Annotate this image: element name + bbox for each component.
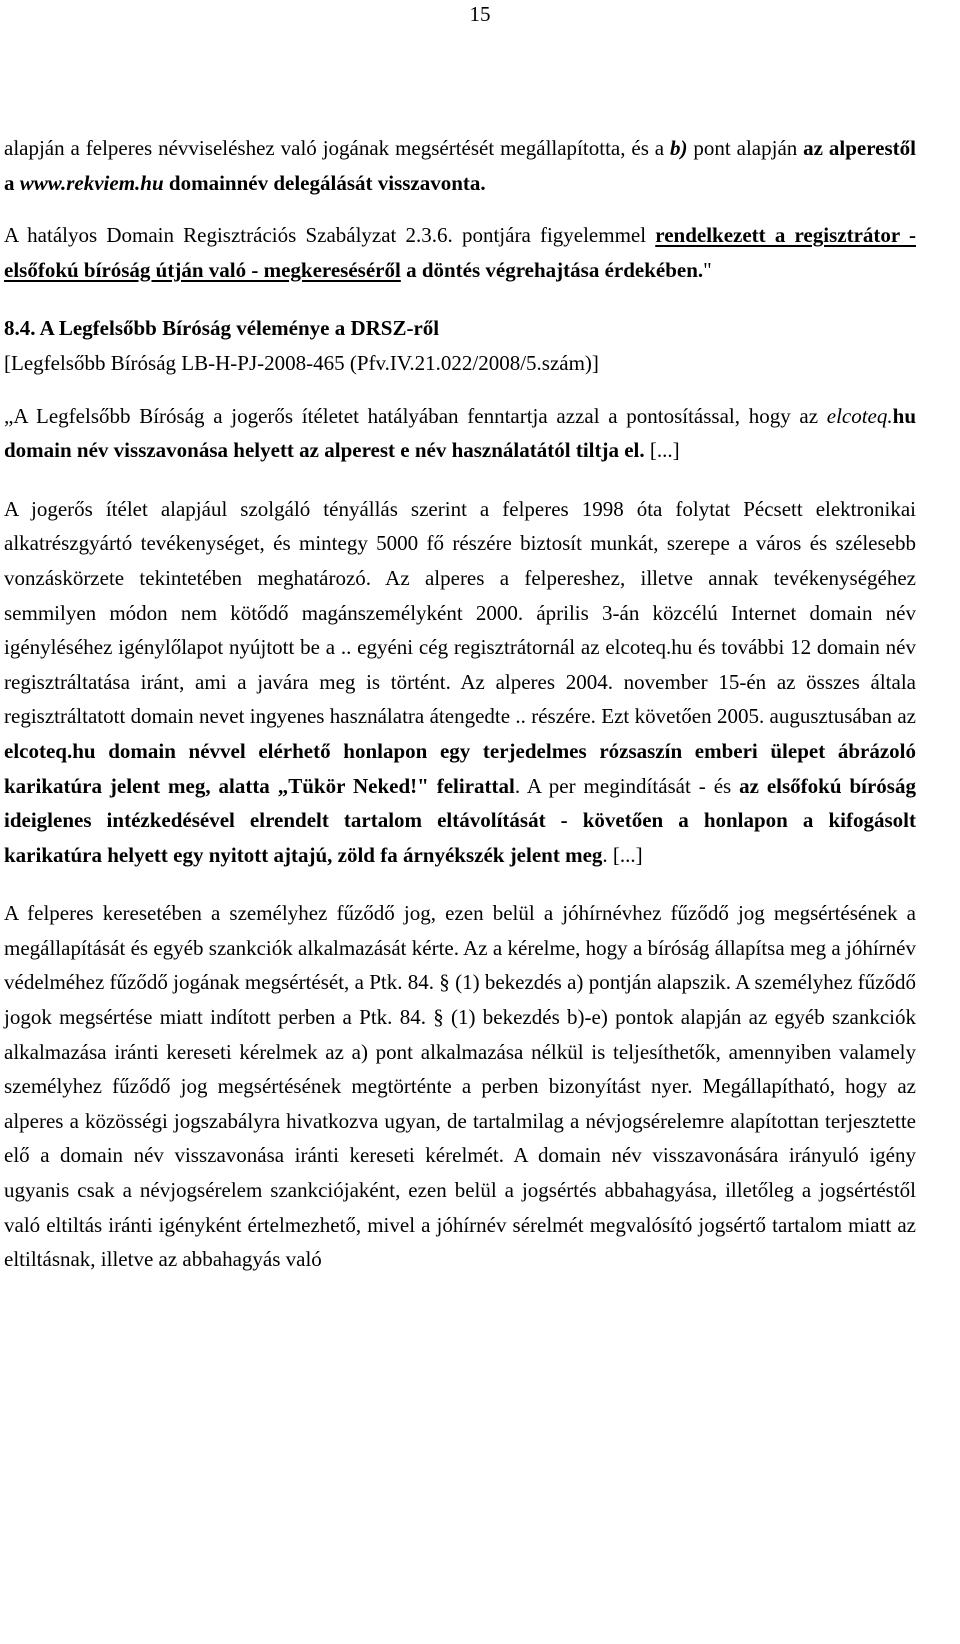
page-number: 15 [469, 2, 491, 26]
section-heading [4, 311, 916, 346]
quote-bold: hu domain név visszavonása helyett az alperest e név használatától tiltja el. [4, 403, 916, 463]
rule-paragraph [4, 218, 916, 287]
intro-bold-2: domainnév delegálását visszavonta. [163, 170, 486, 195]
intro-point-b: b) [670, 136, 688, 160]
section-reference: [Legfelsőbb Bíróság LB-H-PJ-2008-465 (Pfv.IV.21.022/2008/5.szám)] [4, 350, 599, 375]
facts-paragraph [4, 492, 916, 873]
facts-text-2: . A per megindítását - és [514, 773, 740, 798]
section-title: 8.4. A Legfelsőbb Bíróság véleménye a DRSZ-ről [4, 316, 440, 341]
quote-text-1: „A Legfelsőbb Bíróság a jogerős ítéletet hatályában fenntartja azzal a pontosítással, hogy az [4, 403, 827, 428]
rule-text-2: a döntés végrehajtása érdekében. [400, 257, 704, 282]
spacer [4, 381, 916, 399]
facts-text-1: A jogerős ítélet alapjául szolgáló tényállás szerint a felperes 1998 óta folytat Pécsett elektronikai alkatrészgyártó tevékenységet, és mintegy 5000 fő részére biztosít munkát, szerepe a város és szélesebb vonzáskörzete tekintetében meghatározó. Az alperes a felpereshez, illetve annak tevékenységéhez semmilyen módon nem kötődő magánszemélyként 2000. április 3-án közcélú Internet domain név igényléséhez igénylőlapot nyújtott be a .. egyéni cég regisztrátornál az elcoteq.hu és további 12 domain név regisztráltatása iránt, ami a javára meg is történt. Az alperes 2004. november 15-én az összes általa regisztráltatott domain nevet ingyenes használatra átengedte .. részére. Ezt követően 2005. augusztusában az [4, 496, 916, 729]
intro-text-1: alapján a felperes névviseléshez való jogának megsértését megállapította, és a [4, 136, 670, 160]
intro-bold-1: az alperestől a [4, 136, 916, 195]
intro-text-2: pont alapján [687, 136, 804, 160]
rule-underlined: rendelkezett a regisztrátor - elsőfokú bíróság útján való - megkereséséről [4, 223, 916, 282]
quote-ellipsis: [...] [644, 438, 680, 463]
facts-bold-1: elcoteq.hu domain névvel elérhető honlapon egy terjedelmes rózsaszín emberi ülepet ábrázoló karikatúra jelent meg, alatta „Tükör Neked!" felirattal [4, 738, 916, 798]
quote-paragraph [4, 399, 916, 468]
rule-quote-mark: " [703, 257, 712, 282]
spacer [4, 468, 916, 492]
spacer [4, 200, 916, 218]
claim-paragraph: A felperes keresetében a személyhez fűződő jog, ezen belül a jóhírnévhez fűződő jog megsértésének a megállapítását és egyéb szankciók alkalmazását kérte. Az a kérelme, hogy a bíróság állapítsa meg a jóhírnév védelméhez fűződő jogának megsértését, a Ptk. 84. § (1) bekezdés a) pontján alapszik. A személyhez fűződő jogok megsértése miatt indított perben a Ptk. 84. § (1) bekezdés b)-e) pontok alapján az egyéb szankciók alkalmazása iránti kereseti kérelmek az a) pont alkalmazása nélkül is teljesíthetők, amennyiben valamely személyhez fűződő jog megsértésének megtörténte a perben bizonyítást nyer. Megállapítható, hogy az alperes a közösségi jogszabályra hivatkozva ugyan, de tartalmilag a névjogsérelemre alapítottan terjesztette elő a domain név visszavonása iránti kereseti kérelmét. A domain név visszavonására irányuló igény ugyanis csak a névjogsérelem szankciójaként, ezen belül a jogsértés abbahagyása, illetőleg a jogsértéstől való eltiltás iránti igényként értelmezhető, mivel a jóhírnév sérelmét megvalósító jogsértő tartalom miatt az eltiltásnak, illetve az abbahagyás való [4, 901, 916, 1272]
facts-bold-2: az elsőfokú bíróság ideiglenes intézkedésével elrendelt tartalom eltávolítását - követően a honlapon a kifogásolt karikatúra helyett egy nyitott ajtajú, zöld fa árnyékszék jelent meg [4, 773, 916, 867]
intro-paragraph [4, 131, 916, 200]
spacer [4, 872, 916, 896]
document-body [4, 131, 916, 1277]
facts-text-3: . [...] [602, 842, 643, 867]
rule-text-1: A hatályos Domain Regisztrációs Szabályzat 2.3.6. pontjára figyelemmel [4, 223, 656, 248]
spacer [4, 287, 916, 311]
domain-rekviem: www.rekviem.hu [19, 170, 164, 195]
quote-domain-italic: elcoteq. [826, 403, 893, 428]
